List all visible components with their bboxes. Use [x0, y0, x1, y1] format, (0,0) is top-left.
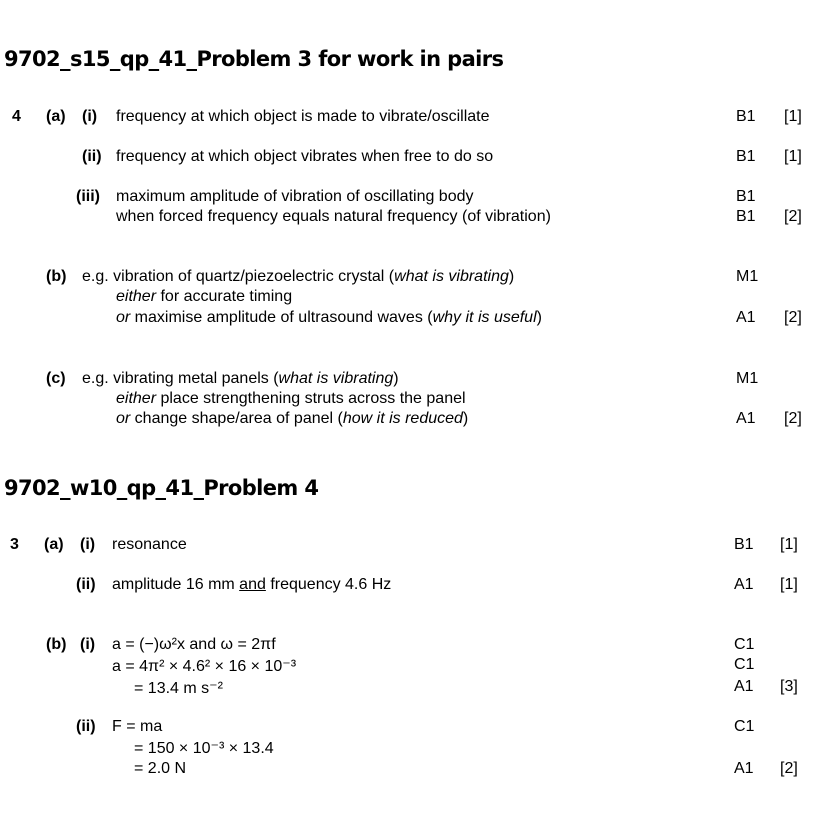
subpart-label: (i) [80, 636, 96, 653]
answer-text: e.g. vibration of quartz/piezoelectric crystal (what is vibrating) [82, 268, 515, 285]
mark-total: [2] [784, 410, 802, 427]
part-label: (a) [46, 108, 66, 125]
subpart-label: (ii) [82, 148, 102, 165]
question-number: 3 [10, 536, 19, 553]
mark-code: C1 [734, 656, 755, 673]
answer-text: frequency at which object is made to vibrate/oscillate [116, 108, 490, 125]
mark-total: [1] [780, 536, 798, 553]
mark-code: M1 [736, 370, 759, 387]
mark-code: B1 [736, 188, 756, 205]
mark-code: C1 [734, 636, 755, 653]
subpart-label: (ii) [76, 718, 96, 735]
mark-code: A1 [734, 678, 754, 695]
answer-text: maximum amplitude of vibration of oscillating body [116, 188, 474, 205]
part-label: (a) [44, 536, 64, 553]
equation-line: = 2.0 N [134, 760, 187, 777]
mark-code: B1 [736, 148, 756, 165]
mark-code: A1 [734, 576, 754, 593]
answer-text: or change shape/area of panel (how it is reduced) [116, 410, 469, 427]
answer-text: either place strengthening struts across the panel [116, 390, 466, 407]
mark-total: [2] [780, 760, 798, 777]
mark-code: C1 [734, 718, 755, 735]
mark-code: M1 [736, 268, 759, 285]
answer-text: or maximise amplitude of ultrasound waves (why it is useful) [116, 309, 542, 326]
section-heading-1: 9702_s15_qp_41_Problem 3 for work in pairs [4, 47, 504, 71]
answer-text: amplitude 16 mm and frequency 4.6 Hz [112, 576, 392, 593]
answer-text: e.g. vibrating metal panels (what is vibrating) [82, 370, 399, 387]
equation-line: a = (−)ω²x and ω = 2πf [112, 636, 276, 653]
part-label: (b) [46, 636, 67, 653]
answer-text: when forced frequency equals natural frequency (of vibration) [116, 208, 551, 225]
equation-line: = 150 × 10⁻³ × 13.4 [134, 740, 274, 757]
mark-total: [1] [780, 576, 798, 593]
equation-line: F = ma [112, 718, 163, 735]
answer-text: either for accurate timing [116, 288, 293, 305]
mark-code: A1 [736, 410, 756, 427]
question-number: 4 [12, 108, 21, 125]
answer-text: resonance [112, 536, 187, 553]
answer-text: frequency at which object vibrates when free to do so [116, 148, 494, 165]
mark-code: B1 [736, 208, 756, 225]
part-label: (b) [46, 268, 67, 285]
mark-code: A1 [734, 760, 754, 777]
mark-total: [3] [780, 678, 798, 695]
mark-total: [2] [784, 309, 802, 326]
mark-total: [1] [784, 148, 802, 165]
mark-total: [1] [784, 108, 802, 125]
subpart-label: (iii) [76, 188, 100, 205]
part-label: (c) [46, 370, 66, 387]
subpart-label: (ii) [76, 576, 96, 593]
subpart-label: (i) [82, 108, 98, 125]
mark-code: B1 [734, 536, 754, 553]
subpart-label: (i) [80, 536, 96, 553]
equation-line: a = 4π² × 4.6² × 16 × 10⁻³ [112, 658, 297, 675]
section-heading-2: 9702_w10_qp_41_Problem 4 [4, 476, 319, 500]
mark-total: [2] [784, 208, 802, 225]
mark-code: A1 [736, 309, 756, 326]
equation-line: = 13.4 m s⁻² [134, 680, 223, 697]
mark-code: B1 [736, 108, 756, 125]
